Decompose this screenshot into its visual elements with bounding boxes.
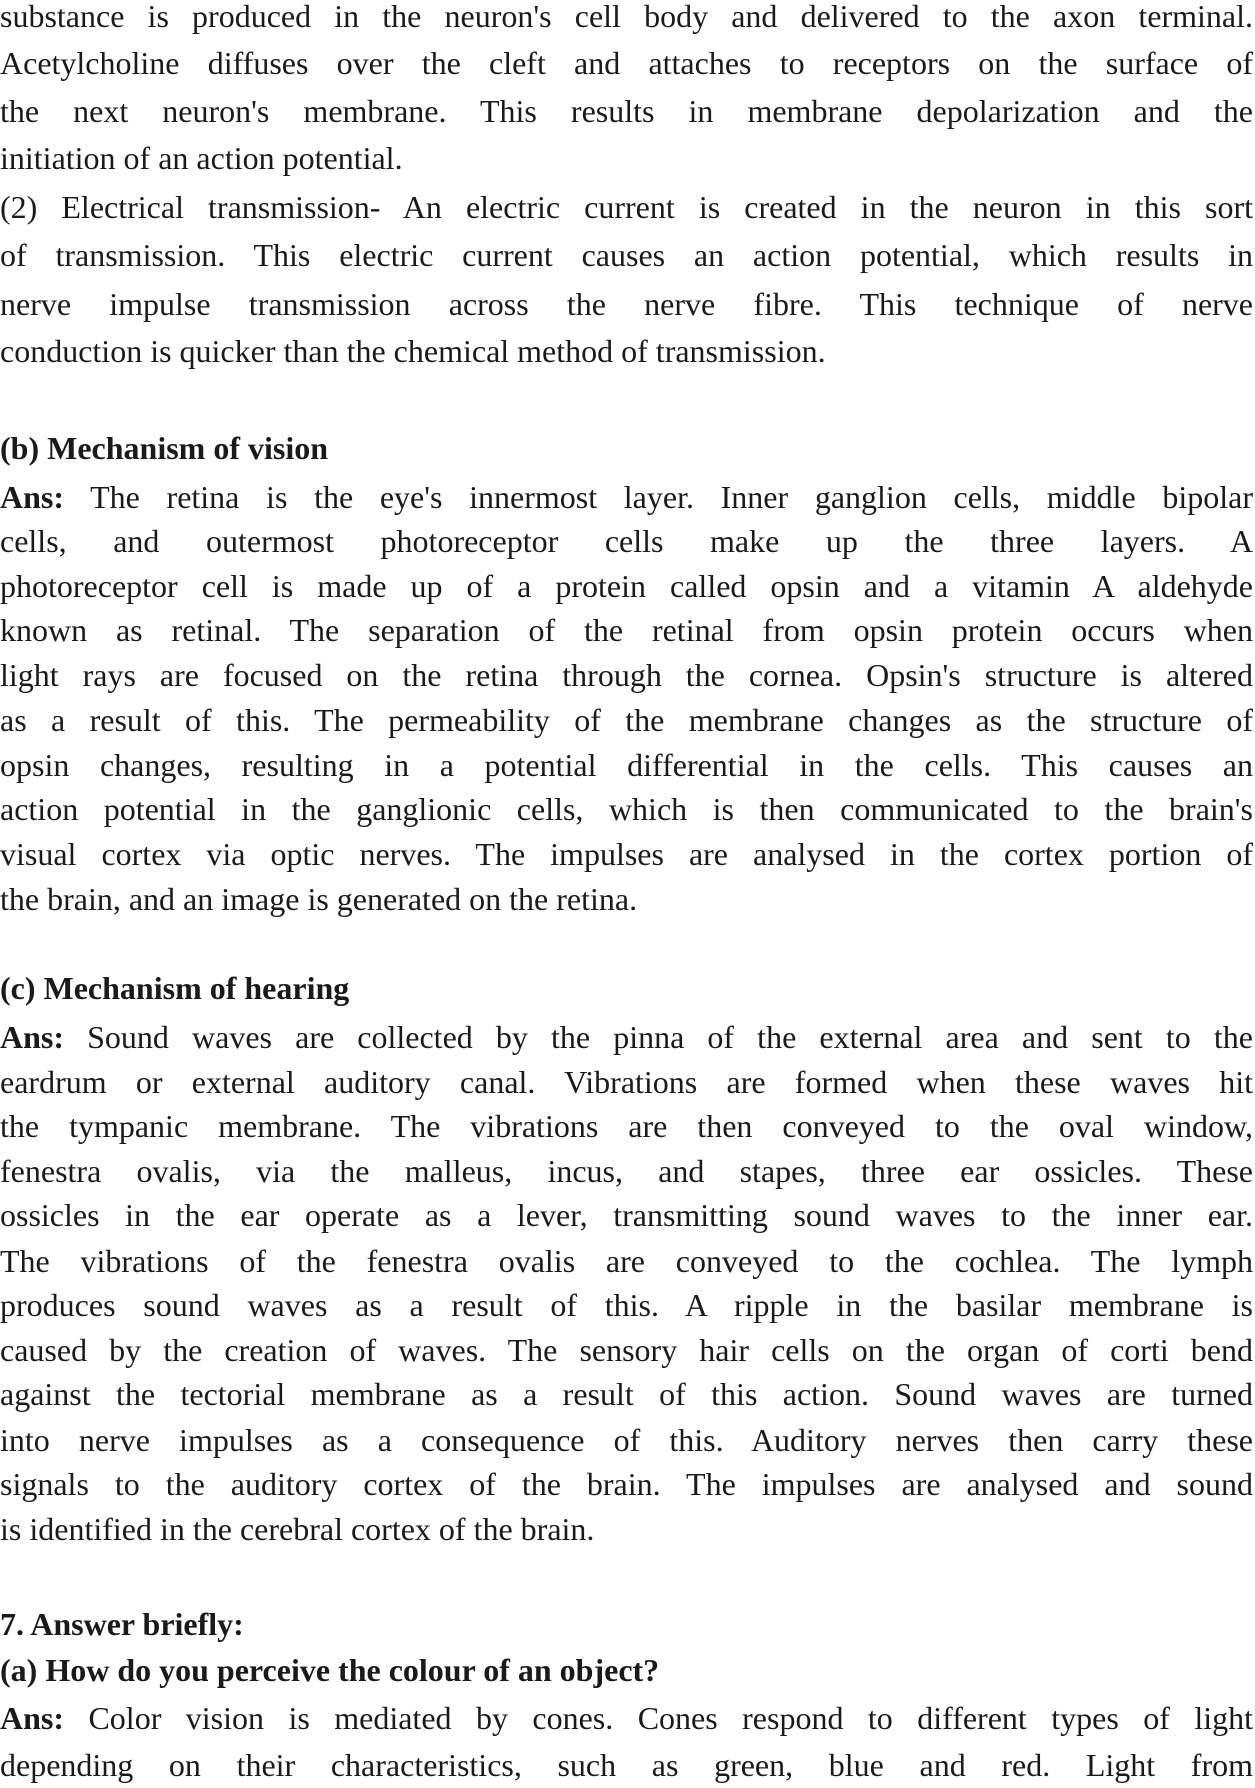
text-line bbox=[0, 1060, 1253, 1104]
text-line bbox=[0, 1149, 1253, 1193]
line-text: (b) Mechanism of vision bbox=[0, 430, 328, 466]
line-text: light rays are focused on the retina through the cornea. Opsin's structure is altered bbox=[0, 657, 1253, 693]
text-line bbox=[0, 1372, 1253, 1416]
text-line bbox=[0, 653, 1253, 697]
text-line bbox=[0, 136, 1253, 180]
line-text: is identified in the cerebral cortex of the brain. bbox=[0, 1511, 595, 1547]
line-text: depending on their characteristics, such as green, blue and red. Light from bbox=[0, 1747, 1253, 1783]
answer-label: Ans: bbox=[0, 479, 65, 515]
text-line bbox=[0, 329, 1253, 373]
text-line bbox=[0, 282, 1253, 326]
text-line bbox=[0, 877, 1253, 921]
text-line bbox=[0, 1104, 1253, 1148]
line-text: nerve impulse transmission across the nerve fibre. This technique of nerve bbox=[0, 286, 1253, 322]
line-text: the tympanic membrane. The vibrations are then conveyed to the oval window, bbox=[0, 1108, 1253, 1144]
line-text: cells, and outermost photoreceptor cells make up the three layers. A bbox=[0, 523, 1253, 559]
text-line bbox=[0, 1696, 1253, 1740]
line-text: Color vision is mediated by cones. Cones respond to different types of light bbox=[64, 1700, 1253, 1736]
line-text: photoreceptor cell is made up of a protein called opsin and a vitamin A aldehyde bbox=[0, 568, 1253, 604]
line-text: (c) Mechanism of hearing bbox=[0, 970, 350, 1006]
text-line bbox=[0, 832, 1253, 876]
text-line bbox=[0, 233, 1253, 277]
text-line bbox=[0, 1743, 1253, 1787]
line-text: substance is produced in the neuron's cell body and delivered to the axon terminal. bbox=[0, 0, 1253, 34]
line-text: eardrum or external auditory canal. Vibrations are formed when these waves hit bbox=[0, 1064, 1253, 1100]
line-text: opsin changes, resulting in a potential differential in the cells. This causes an bbox=[0, 747, 1253, 783]
text-line bbox=[0, 1462, 1253, 1506]
line-text: the next neuron's membrane. This results in membrane depolarization and the bbox=[0, 93, 1253, 129]
line-text: known as retinal. The separation of the retinal from opsin protein occurs when bbox=[0, 612, 1253, 648]
line-text: caused by the creation of waves. The sensory hair cells on the organ of corti bend bbox=[0, 1332, 1253, 1368]
text-line bbox=[0, 1328, 1253, 1372]
line-text: conduction is quicker than the chemical method of transmission. bbox=[0, 333, 826, 369]
text-line bbox=[0, 41, 1253, 85]
answer-label: Ans: bbox=[0, 1019, 65, 1055]
line-text: The vibrations of the fenestra ovalis are conveyed to the cochlea. The lymph bbox=[0, 1243, 1253, 1279]
line-text: the brain, and an image is generated on the retina. bbox=[0, 881, 638, 917]
line-text: fenestra ovalis, via the malleus, incus, and stapes, three ear ossicles. These bbox=[0, 1153, 1253, 1189]
line-text: signals to the auditory cortex of the brain. The impulses are analysed and sound bbox=[0, 1466, 1253, 1502]
text-line bbox=[0, 475, 1253, 519]
text-line bbox=[0, 1418, 1253, 1462]
section-heading bbox=[0, 966, 1253, 1010]
answer-label: Ans: bbox=[0, 1700, 65, 1736]
text-line bbox=[0, 1193, 1253, 1237]
text-line bbox=[0, 787, 1253, 831]
text-line bbox=[0, 1015, 1253, 1059]
text-line bbox=[0, 519, 1253, 563]
text-line bbox=[0, 1507, 1253, 1551]
text-line bbox=[0, 1283, 1253, 1327]
line-text: produces sound waves as a result of this. A ripple in the basilar membrane is bbox=[0, 1287, 1253, 1323]
text-line bbox=[0, 89, 1253, 133]
text-line bbox=[0, 185, 1253, 229]
line-text: ossicles in the ear operate as a lever, transmitting sound waves to the inner ear. bbox=[0, 1197, 1253, 1233]
text-line bbox=[0, 743, 1253, 787]
line-text: into nerve impulses as a consequence of this. Auditory nerves then carry these bbox=[0, 1422, 1253, 1458]
line-text: 7. Answer briefly: bbox=[0, 1606, 244, 1642]
line-text: (a) How do you perceive the colour of an object? bbox=[0, 1652, 660, 1688]
text-line bbox=[0, 564, 1253, 608]
text-line bbox=[0, 698, 1253, 742]
line-text: against the tectorial membrane as a result of this action. Sound waves are turned bbox=[0, 1376, 1253, 1412]
line-text: as a result of this. The permeability of the membrane changes as the structure of bbox=[0, 702, 1253, 738]
line-text: (2) Electrical transmission- An electric current is created in the neuron in this sort bbox=[0, 189, 1253, 225]
line-text: initiation of an action potential. bbox=[0, 140, 403, 176]
text-line bbox=[0, 0, 1253, 38]
line-text: visual cortex via optic nerves. The impulses are analysed in the cortex portion of bbox=[0, 836, 1253, 872]
section-heading bbox=[0, 1602, 1253, 1646]
line-text: of transmission. This electric current causes an action potential, which results in bbox=[0, 237, 1253, 273]
text-line bbox=[0, 1239, 1253, 1283]
text-line bbox=[0, 608, 1253, 652]
line-text: Sound waves are collected by the pinna of the external area and sent to the bbox=[64, 1019, 1253, 1055]
section-heading bbox=[0, 426, 1253, 470]
section-heading bbox=[0, 1648, 1253, 1692]
line-text: The retina is the eye's innermost layer. Inner ganglion cells, middle bipolar bbox=[64, 479, 1253, 515]
line-text: action potential in the ganglionic cells, which is then communicated to the brain's bbox=[0, 791, 1253, 827]
line-text: Acetylcholine diffuses over the cleft and attaches to receptors on the surface of bbox=[0, 45, 1253, 81]
